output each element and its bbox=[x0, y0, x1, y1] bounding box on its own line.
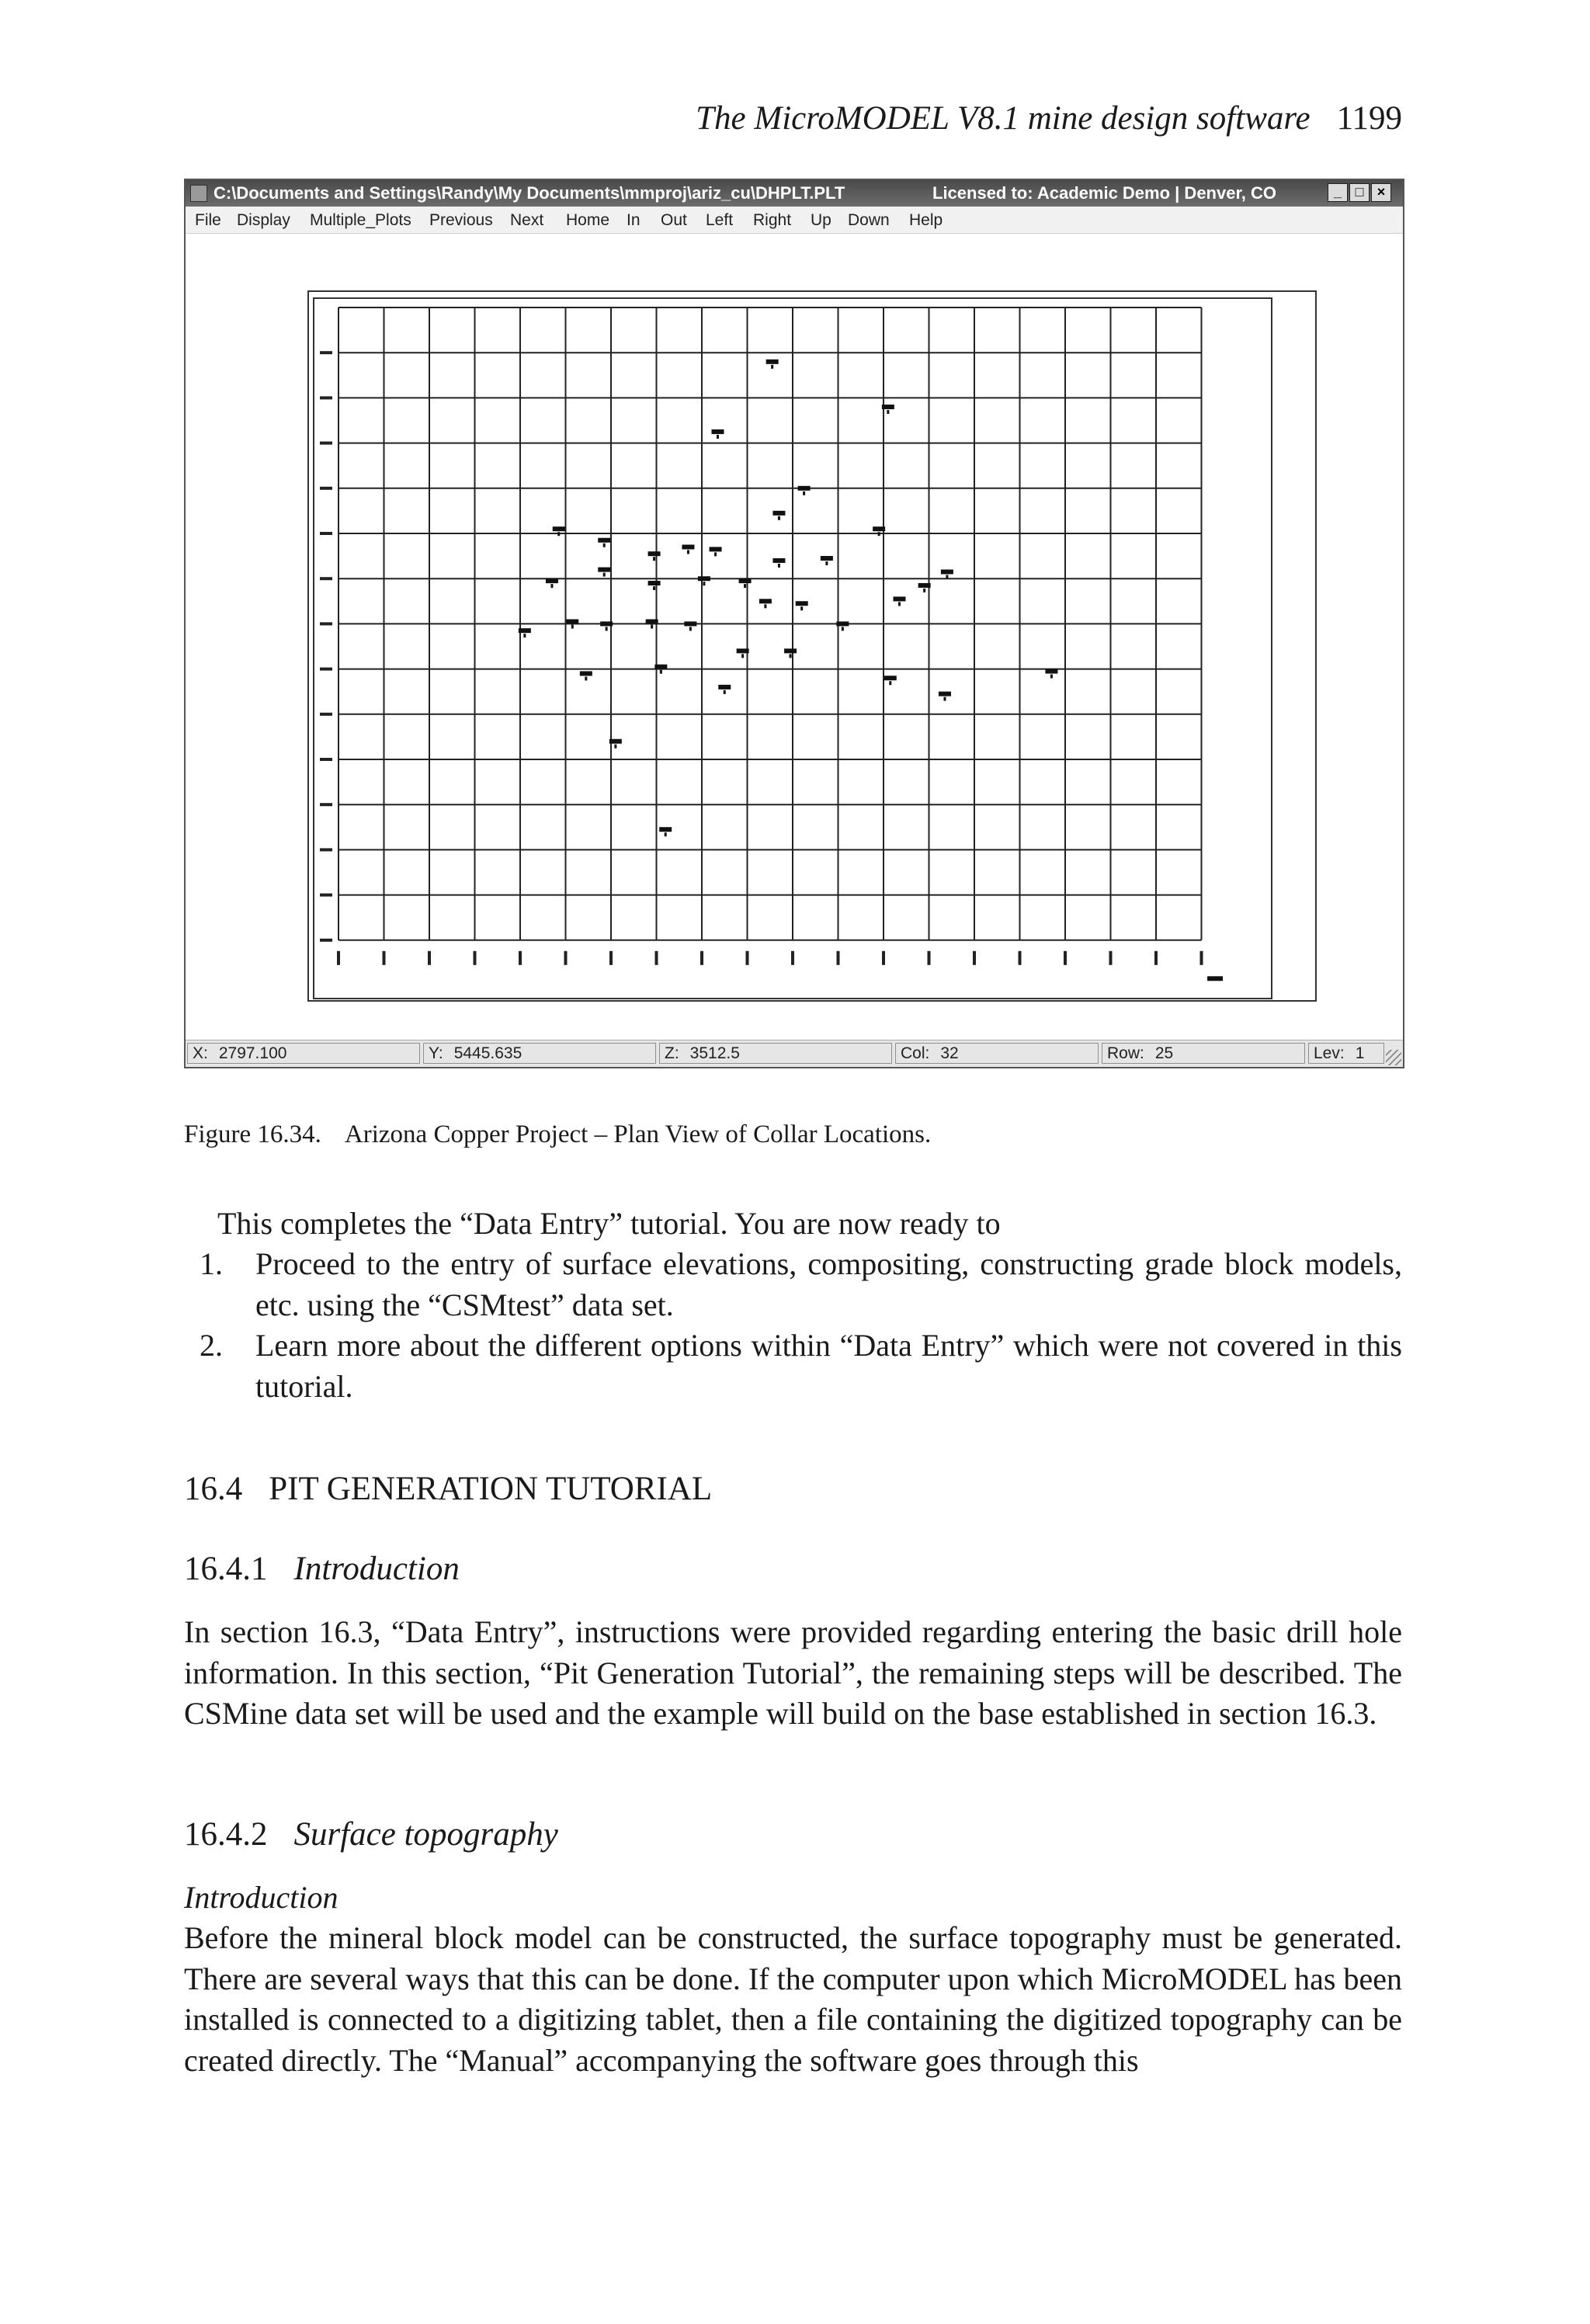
collar-marker-stem bbox=[741, 654, 744, 658]
collar-marker-stem bbox=[764, 604, 766, 608]
y-axis-tick bbox=[320, 894, 332, 897]
collar-marker-stem bbox=[842, 627, 844, 631]
collar-marker bbox=[766, 360, 779, 364]
collar-marker-stem bbox=[606, 627, 608, 631]
y-axis-tick bbox=[320, 532, 332, 535]
subsection-number: 16.4.1 bbox=[184, 1551, 268, 1587]
list-item-number: 2. bbox=[200, 1328, 223, 1363]
status-z-value: 3512.5 bbox=[689, 1044, 740, 1062]
y-axis-tick bbox=[320, 939, 332, 942]
menu-right[interactable]: Right bbox=[753, 211, 792, 229]
collar-marker bbox=[1045, 669, 1057, 674]
x-axis-tick bbox=[791, 951, 794, 965]
x-axis-tick bbox=[609, 951, 613, 965]
menu-previous[interactable]: Previous bbox=[429, 211, 493, 229]
x-axis-tick bbox=[928, 951, 931, 965]
status-col-label: Col: bbox=[901, 1044, 930, 1062]
collar-marker bbox=[698, 576, 710, 581]
collar-marker bbox=[710, 547, 722, 551]
collar-plot bbox=[307, 290, 1317, 1002]
x-axis-tick bbox=[837, 951, 840, 965]
list-item bbox=[184, 1244, 1402, 1325]
collar-marker-stem bbox=[603, 573, 606, 577]
figure-caption-text: Arizona Copper Project – Plan View of Collar Locations. bbox=[344, 1120, 932, 1148]
collar-marker-stem bbox=[889, 681, 891, 685]
collar-marker-stem bbox=[778, 516, 780, 520]
collar-marker-stem bbox=[744, 584, 746, 588]
close-icon[interactable]: × bbox=[1371, 183, 1391, 202]
x-axis-tick bbox=[1019, 951, 1022, 965]
collar-marker bbox=[772, 511, 785, 516]
collar-marker bbox=[659, 827, 672, 832]
collar-marker bbox=[836, 621, 849, 626]
menu-next[interactable]: Next bbox=[510, 211, 544, 229]
collar-marker bbox=[519, 628, 531, 633]
status-bar bbox=[186, 1040, 1403, 1067]
status-y bbox=[423, 1043, 656, 1064]
collar-marker bbox=[711, 429, 724, 434]
menu-left[interactable]: Left bbox=[706, 211, 734, 229]
status-x-value: 2797.100 bbox=[218, 1044, 287, 1062]
collar-marker bbox=[598, 538, 610, 543]
collar-marker bbox=[918, 583, 931, 588]
x-axis-tick bbox=[1200, 951, 1203, 965]
section-heading bbox=[184, 1470, 712, 1508]
page-number: 1199 bbox=[1336, 100, 1402, 137]
status-col bbox=[895, 1043, 1099, 1064]
x-axis-tick bbox=[564, 951, 568, 965]
collar-marker-stem bbox=[1050, 675, 1053, 679]
collar-marker-stem bbox=[790, 654, 792, 658]
collar-marker bbox=[939, 692, 951, 697]
collar-marker bbox=[682, 544, 694, 549]
collar-marker-stem bbox=[878, 532, 880, 536]
maximize-icon[interactable]: □ bbox=[1349, 183, 1370, 202]
x-axis-tick bbox=[383, 951, 386, 965]
menu-up[interactable]: Up bbox=[811, 211, 831, 229]
collar-marker bbox=[821, 556, 833, 561]
app-window-screenshot bbox=[184, 179, 1404, 1068]
intro-sentence: This completes the “Data Entry” tutorial. You are now ready to bbox=[217, 1206, 1001, 1241]
menu-help[interactable]: Help bbox=[909, 211, 943, 229]
collar-marker bbox=[684, 621, 696, 626]
x-axis-tick bbox=[1109, 951, 1113, 965]
collar-marker bbox=[941, 569, 953, 574]
list-item bbox=[184, 1325, 1402, 1407]
collar-marker-stem bbox=[523, 634, 526, 637]
collar-marker bbox=[739, 578, 752, 583]
collar-marker bbox=[648, 551, 661, 556]
collar-marker bbox=[609, 739, 622, 744]
collar-marker-stem bbox=[803, 492, 805, 495]
x-axis-tick bbox=[882, 951, 885, 965]
y-axis-tick bbox=[320, 803, 332, 806]
collar-marker-stem bbox=[660, 670, 662, 674]
status-lev-label: Lev: bbox=[1314, 1044, 1345, 1062]
collar-marker bbox=[580, 671, 592, 676]
menu-multiple-plots[interactable]: Multiple_Plots bbox=[310, 211, 411, 229]
section-title: PIT GENERATION TUTORIAL bbox=[269, 1471, 713, 1507]
collar-marker-stem bbox=[571, 624, 574, 628]
plot-grid bbox=[338, 307, 1202, 940]
menu-display[interactable]: Display bbox=[237, 211, 290, 229]
collar-marker-stem bbox=[653, 557, 655, 561]
collar-marker-stem bbox=[887, 410, 889, 414]
collar-marker-stem bbox=[724, 690, 726, 694]
app-icon bbox=[190, 185, 207, 202]
collar-marker bbox=[598, 568, 610, 572]
list-item-number: 1. bbox=[200, 1246, 223, 1281]
x-axis-tick bbox=[428, 951, 431, 965]
collar-marker bbox=[737, 648, 749, 653]
run-in-heading: Introduction bbox=[184, 1880, 338, 1915]
x-axis-tick bbox=[474, 951, 477, 965]
collar-marker-stem bbox=[714, 552, 717, 556]
collar-marker bbox=[784, 648, 797, 653]
x-axis-tick bbox=[519, 951, 522, 965]
y-axis-tick bbox=[320, 668, 332, 671]
x-axis-tick bbox=[1154, 951, 1158, 965]
y-axis-tick bbox=[320, 713, 332, 716]
collar-marker bbox=[882, 405, 894, 409]
collar-marker bbox=[884, 676, 897, 680]
y-axis-tick bbox=[320, 758, 332, 761]
collar-marker-stem bbox=[778, 564, 780, 568]
collar-markers bbox=[519, 360, 1223, 981]
paragraph-introduction: In section 16.3, “Data Entry”, instructions were provided regarding entering the basic drill hole information. In this section, “Pit Generation Tutorial”, the remaining steps will be described. The CSMine data set will be used and the example will build on the base established in section 16.3. bbox=[184, 1614, 1402, 1731]
y-axis-tick bbox=[320, 848, 332, 851]
collar-marker bbox=[798, 486, 811, 491]
collar-marker-stem bbox=[943, 697, 946, 701]
status-lev-value: 1 bbox=[1355, 1044, 1365, 1062]
collar-marker-stem bbox=[665, 832, 667, 836]
collar-marker bbox=[772, 558, 785, 563]
collar-marker-stem bbox=[653, 586, 655, 590]
subsection-title: Surface topography bbox=[293, 1816, 558, 1853]
resize-grip-icon[interactable] bbox=[1386, 1050, 1401, 1065]
collar-marker-stem bbox=[689, 627, 692, 631]
collar-marker-stem bbox=[717, 435, 719, 439]
collar-marker bbox=[600, 621, 613, 626]
status-row bbox=[1102, 1043, 1305, 1064]
collar-marker-stem bbox=[825, 561, 828, 565]
running-head bbox=[0, 99, 1402, 137]
collar-marker-stem bbox=[614, 745, 616, 749]
collar-marker bbox=[873, 526, 885, 531]
collar-marker-stem bbox=[687, 550, 689, 554]
collar-marker-stem bbox=[923, 589, 925, 592]
collar-marker bbox=[654, 665, 667, 669]
menu-out[interactable]: Out bbox=[661, 211, 687, 229]
x-axis-tick bbox=[337, 951, 340, 965]
subsection-title: Introduction bbox=[293, 1551, 460, 1587]
y-axis-tick bbox=[320, 442, 332, 445]
collar-marker-stem bbox=[703, 582, 705, 585]
collar-marker bbox=[718, 685, 731, 690]
figure-caption bbox=[184, 1120, 931, 1149]
collar-marker bbox=[796, 601, 808, 606]
collar-marker-stem bbox=[946, 575, 948, 578]
collar-marker-stem bbox=[603, 544, 606, 547]
status-y-value: 5445.635 bbox=[453, 1044, 522, 1062]
collar-marker-stem bbox=[771, 365, 773, 369]
status-col-value: 32 bbox=[940, 1044, 959, 1062]
subsection-heading bbox=[184, 1550, 460, 1588]
status-lev bbox=[1308, 1043, 1384, 1064]
y-axis-tick bbox=[320, 487, 332, 490]
y-axis-tick bbox=[320, 396, 332, 399]
x-axis-tick bbox=[700, 951, 703, 965]
menu-in[interactable]: In bbox=[627, 211, 641, 229]
collar-marker-stem bbox=[898, 602, 901, 606]
subsection-number: 16.4.2 bbox=[184, 1816, 268, 1853]
collar-marker-stem bbox=[800, 606, 803, 610]
menu-down[interactable]: Down bbox=[848, 211, 890, 229]
paragraph-surface-topography: Before the mineral block model can be constructed, the surface topography must be generated. There are several ways that this can be done. If the computer upon which MicroMODEL has been installed is connected to a digitizing tablet, then a file containing the digitized topography can be created directly. The “Manual” accompanying the software goes through this bbox=[184, 1920, 1402, 2078]
collar-marker bbox=[646, 619, 658, 624]
status-x bbox=[187, 1043, 420, 1064]
status-z-label: Z: bbox=[665, 1044, 679, 1062]
y-axis-tick bbox=[320, 351, 332, 354]
y-axis-tick bbox=[320, 577, 332, 580]
menu-file[interactable]: File bbox=[195, 211, 221, 229]
x-axis-tick bbox=[973, 951, 976, 965]
figure-label: Figure 16.34. bbox=[184, 1120, 321, 1148]
status-row-label: Row: bbox=[1107, 1044, 1144, 1062]
menu-bar bbox=[186, 207, 1403, 234]
menu-home[interactable]: Home bbox=[566, 211, 610, 229]
running-head-title: The MicroMODEL V8.1 mine design software bbox=[696, 100, 1311, 137]
subsection-heading bbox=[184, 1815, 558, 1853]
list-item-text: Learn more about the different options within “Data Entry” which were not covered in this tutorial. bbox=[255, 1328, 1402, 1404]
status-row-value: 25 bbox=[1154, 1044, 1174, 1062]
window-title-license: Licensed to: Academic Demo | Denver, CO bbox=[932, 183, 1277, 203]
collar-marker bbox=[553, 526, 565, 531]
section-number: 16.4 bbox=[184, 1471, 243, 1507]
x-axis-tick bbox=[655, 951, 658, 965]
collar-marker bbox=[893, 596, 905, 601]
x-axis-tick bbox=[1064, 951, 1067, 965]
window-titlebar bbox=[186, 180, 1403, 207]
collar-marker bbox=[648, 581, 661, 585]
window-title-path: C:\Documents and Settings\Randy\My Documents\mmproj\ariz_cu\DHPLT.PLT bbox=[214, 183, 845, 203]
y-axis-tick bbox=[320, 622, 332, 625]
x-axis-tick bbox=[746, 951, 749, 965]
list-item-text: Proceed to the entry of surface elevations, compositing, constructing grade block models, etc. using the “CSMtest” data set. bbox=[255, 1246, 1402, 1322]
collar-marker bbox=[759, 599, 772, 603]
status-y-label: Y: bbox=[429, 1044, 443, 1062]
collar-marker-stem bbox=[651, 624, 653, 628]
status-x-label: X: bbox=[193, 1044, 208, 1062]
status-z bbox=[659, 1043, 892, 1064]
collar-marker-stem bbox=[557, 532, 560, 536]
collar-marker-stem bbox=[550, 584, 553, 588]
collar-marker-stem bbox=[585, 676, 587, 680]
collar-marker bbox=[546, 578, 558, 583]
collar-marker bbox=[566, 619, 578, 624]
collar-marker-outside bbox=[1207, 976, 1223, 981]
minimize-icon[interactable]: _ bbox=[1328, 183, 1348, 202]
